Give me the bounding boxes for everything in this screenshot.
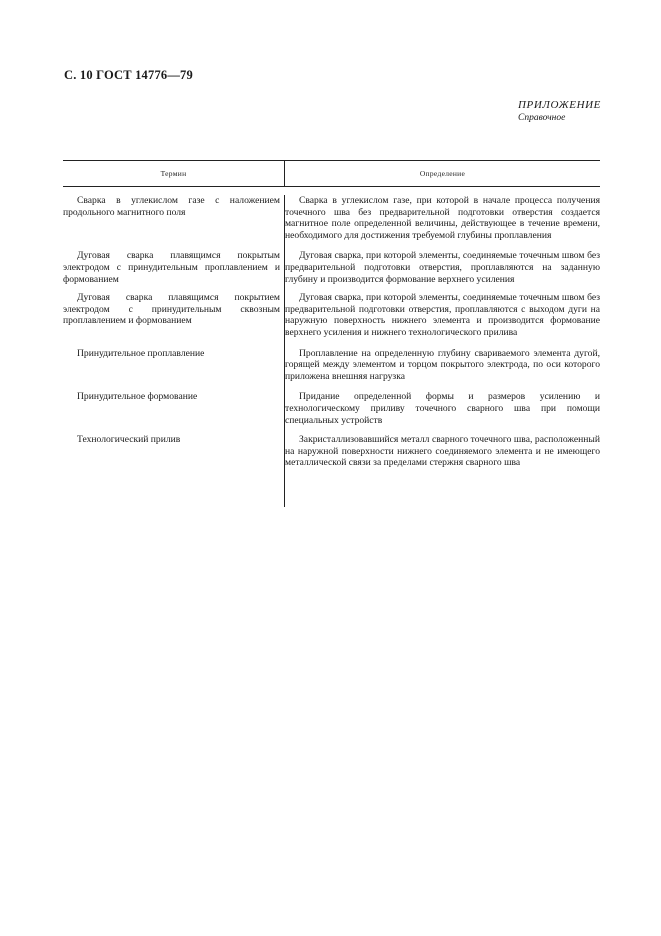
page-header: С. 10 ГОСТ 14776—79 [64, 68, 193, 82]
table-row [63, 195, 600, 241]
definition-cell: Придание определенной формы и размеров усилению и технологическому приливу точечного сварного шва при помощи специальных устройств [285, 391, 600, 426]
column-header-term: Термин [160, 169, 187, 178]
terms-table [63, 160, 600, 469]
table-row [63, 434, 600, 469]
table-row [63, 292, 600, 338]
table-body [63, 195, 600, 469]
table-row [63, 250, 600, 285]
column-divider [284, 195, 285, 507]
definition-cell: Закристаллизовавшийся металл сварного точечного шва, расположенный на наружной поверхности нижнего соединяемого элемента и не имеющего металлической связи за пределами стержня сварного шва [285, 434, 600, 469]
table-row [63, 391, 600, 426]
term-text: Принудительное формование [77, 391, 198, 403]
definition-cell: Дуговая сварка, при которой элементы, соединяемые точечным швом без предварительной подготовки отверстия, проплавляются на заданную глубину и производится формование верхнего усиления [285, 250, 600, 285]
table-row [63, 348, 600, 383]
term-cell [63, 391, 283, 426]
appendix-block [518, 99, 601, 124]
term-cell [63, 250, 283, 285]
appendix-title: ПРИЛОЖЕНИЕ [518, 99, 601, 111]
term-cell [63, 348, 283, 383]
term-text: Дуговая сварка плавящимся покрытием электродом с принудительным сквозным проплавлением и формованием [63, 292, 280, 327]
term-text: Дуговая сварка плавящимся покрытым электродом с принудительным проплавлением и формованием [63, 250, 280, 285]
term-cell [63, 195, 283, 241]
definition-cell: Дуговая сварка, при которой элементы, соединяемые точечным швом без предварительной подготовки отверстия, проплавляются с выходом дуги на наружную поверхность нижнего элемента и производится формование верхнего усиления и нижнего технологического прилива [285, 292, 600, 338]
term-cell [63, 434, 283, 469]
table-header-row [63, 161, 600, 187]
definition-cell: Проплавление на определенную глубину свариваемого элемента дугой, горящей между элементом и торцом покрытого электрода, по оси которого приложена внешняя нагрузка [285, 347, 600, 382]
definition-cell: Сварка в углекислом газе, при которой в начале процесса получения точечного шва без предварительной подготовки отверстия создается магнитное поле определенной величины, действующее в течение времени, необходимого для достижения требуемой глубины проплавления [285, 195, 600, 241]
term-text: Сварка в углекислом газе с наложением продольного магнитного поля [63, 195, 280, 218]
appendix-subtitle: Справочное [518, 113, 566, 123]
term-text: Принудительное проплавление [77, 347, 205, 359]
term-text: Технологический прилив [77, 434, 181, 446]
term-cell [63, 292, 283, 338]
column-header-definition: Определение [284, 161, 600, 186]
